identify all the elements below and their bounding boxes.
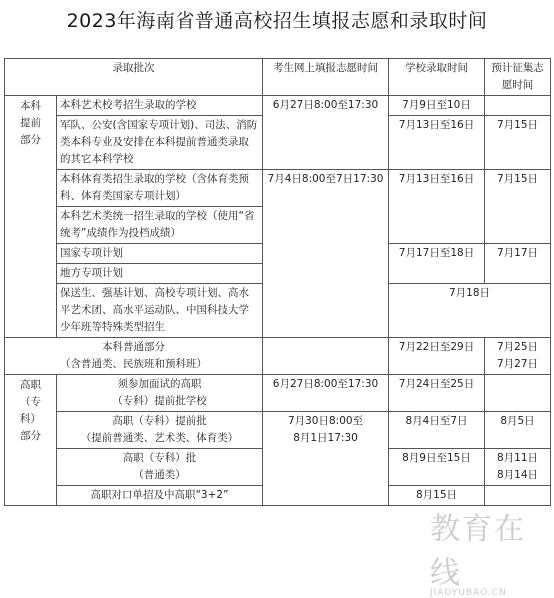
solicit-time-cell [485, 375, 551, 412]
header-admit-time: 学校录取时间 [389, 59, 485, 96]
batch-cell: 本科普通部分 （含普通类、民族班和预科班） [5, 338, 263, 375]
table-header-row [5, 59, 551, 96]
solicit-time-cell: 7月25日 7月27日 [485, 338, 551, 375]
batch-cell: 军队、公安(含国家专项计划)、司法、消防类本科专业及安排在本科提前普通类录取的其它本科学校 [57, 116, 263, 170]
table-row [5, 170, 551, 207]
batch-cell: 地方专项计划 [57, 264, 263, 284]
admit-time-cell: 7月18日 [389, 284, 551, 338]
admit-time-cell: 8月9日至15日 [389, 449, 485, 486]
fill-time-cell: 6月27日8:00至17:30 [263, 96, 389, 170]
admit-time-cell: 7月17日至18日 [389, 244, 485, 284]
batch-cell: 高职（专科）批 （普通类） [57, 449, 263, 486]
solicit-time-cell: 8月11日 8月14日 [485, 449, 551, 486]
batch-cell: 高职对口单招及中高职“3+2” [57, 486, 263, 506]
watermark-url: JIAOYUBAO.CN [430, 588, 507, 598]
watermark-text: 教育在线 [430, 512, 526, 591]
admit-time-cell: 8月4日至7日 [389, 412, 485, 449]
batch-cell: 保送生、强基计划、高校专项计划、高水平艺术团、高水平运动队、中国科技大学少年班等特殊类型招生 [57, 284, 263, 338]
batch-cell: 国家专项计划 [57, 244, 263, 264]
table-row [5, 96, 551, 116]
admit-time-cell: 7月24日至25日 [389, 375, 485, 412]
table-row [5, 412, 551, 449]
table-row [5, 338, 551, 375]
batch-cell: 本科艺术校考招生录取的学校 [57, 96, 263, 116]
admit-time-cell: 7月13日至16日 [389, 116, 485, 170]
batch-cell: 本科体育类招生录取的学校（含体育类预科、体育类国家专项计划） [57, 170, 263, 207]
solicit-time-cell [485, 96, 551, 116]
watermark-logo [430, 504, 550, 598]
batch-cell: 须参加面试的高职 （专科）提前批学校 [57, 375, 263, 412]
fill-time-cell: 6月27日8:00至17:30 [263, 375, 389, 412]
header-solicit-time: 预计征集志愿时间 [485, 59, 551, 96]
batch-cell: 本科艺术类统一招生录取的学校（使用“省统考”成绩作为投档成绩） [57, 207, 263, 244]
solicit-time-cell: 7月15日 [485, 170, 551, 244]
page-title: 2023年海南省普通高校招生填报志愿和录取时间 [66, 10, 488, 32]
header-batch: 录取批次 [5, 59, 263, 96]
admit-time-cell: 7月9日至10日 [389, 96, 485, 116]
solicit-time-cell: 7月15日 [485, 116, 551, 170]
admit-time-cell: 8月15日 [389, 486, 485, 506]
fill-time-cell: 7月4日8:00至7日17:30 [263, 170, 389, 338]
admit-time-cell: 7月13日至16日 [389, 170, 485, 244]
category-cell-gz: 高职 （专 科） 部分 [5, 375, 57, 506]
fill-time-cell: 7月30日8:00至 8月1日17:30 [263, 412, 389, 506]
header-fill-time: 考生网上填报志愿时间 [263, 59, 389, 96]
solicit-time-cell [485, 486, 551, 506]
fill-time-cell [263, 338, 389, 375]
admit-time-cell: 7月22日至29日 [389, 338, 485, 375]
solicit-time-cell: 7月17日 [485, 244, 551, 284]
solicit-time-cell: 8月5日 [485, 412, 551, 449]
table-row [5, 375, 551, 412]
batch-cell: 高职（专科）提前批 （提前普通类、艺术类、体育类） [57, 412, 263, 449]
admission-schedule-table [4, 58, 551, 506]
category-cell-bk: 本科 提前 部分 [5, 96, 57, 338]
